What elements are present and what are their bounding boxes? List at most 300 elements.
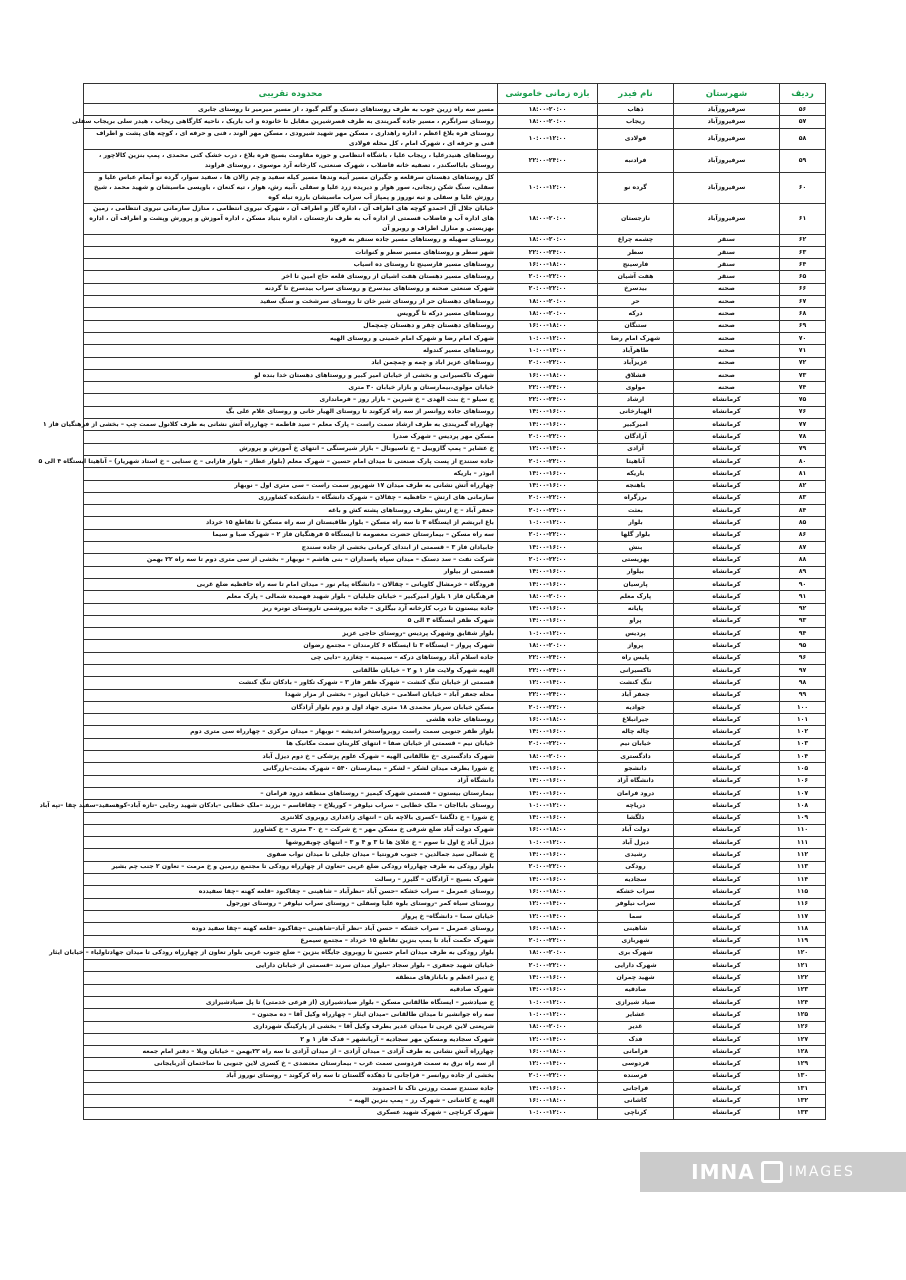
area-cell: روستاهای عزیز اباد و چمه و چمچمن اباد (84, 357, 498, 369)
city-cell: کرمانشاه (674, 492, 780, 504)
table-row (84, 149, 826, 172)
city-cell: کرمانشاه (674, 664, 780, 676)
row-number-cell: ۷۱ (780, 345, 826, 357)
city-cell: کرمانشاه (674, 837, 780, 849)
feeder-cell: شهربازی (598, 935, 674, 947)
row-number-cell: ۷۳ (780, 369, 826, 381)
row-number-cell: ۱۳۲ (780, 1095, 826, 1107)
time-window-cell: ۱۰:۰۰-۱۲:۰۰ (498, 128, 598, 149)
table-row (84, 283, 826, 295)
time-window-cell: ۱۴:۰۰-۱۶:۰۰ (498, 406, 598, 418)
feeder-cell: بنش (598, 542, 674, 554)
time-window-cell: ۱۰:۰۰-۱۲:۰۰ (498, 332, 598, 344)
table-row (84, 480, 826, 492)
time-window-cell: ۲۲:۰۰-۲۴:۰۰ (498, 382, 598, 394)
area-cell: روستاهای جاده هلشی (84, 714, 498, 726)
area-cell: شهر سطر و روستاهای مسیر سطر و کنوانات (84, 246, 498, 258)
row-number-cell: ۹۰ (780, 578, 826, 590)
table-row (84, 886, 826, 898)
city-cell: سرفیروزآباد (674, 203, 780, 234)
table-row (84, 382, 826, 394)
table-row (84, 104, 826, 116)
area-cell: فرودگاه – خرمشال کاویانی – چقالان – دانشگاه پیام نور – میدان امام تا سه راه حافظیه ضلع غربی (84, 578, 498, 590)
row-number-cell: ۱۲۲ (780, 972, 826, 984)
time-window-cell: ۱۸:۰۰-۲۰:۰۰ (498, 116, 598, 128)
feeder-cell: رودکی (598, 861, 674, 873)
feeder-cell: سجادیه (598, 874, 674, 886)
area-cell: محله جعفر آباد – خیابان اسلامی – خیابان ابوذر – بخشی از مزار شهدا (84, 689, 498, 701)
table-row (84, 738, 826, 750)
city-cell: کرمانشاه (674, 517, 780, 529)
feeder-cell: چاله چاله (598, 726, 674, 738)
row-number-cell: ۸۶ (780, 529, 826, 541)
area-cell: روستاهای دهستان چقر و دهستان چمچمال (84, 320, 498, 332)
city-cell: کرمانشاه (674, 947, 780, 959)
city-cell: صحنه (674, 320, 780, 332)
table-row (84, 259, 826, 271)
table-row (84, 566, 826, 578)
feeder-cell: پردیس (598, 628, 674, 640)
row-number-cell: ۱۲۸ (780, 1046, 826, 1058)
time-window-cell: ۲۰:۰۰-۲۲:۰۰ (498, 529, 598, 541)
row-number-cell: ۱۱۰ (780, 824, 826, 836)
header-row-number: ردیف (780, 84, 826, 104)
city-cell: کرمانشاه (674, 455, 780, 467)
area-cell: خ شورا – خ دلگشا –کسری بالاچه بان – انتهای زاغداری روبروی کلانتری (84, 812, 498, 824)
city-cell: کرمانشاه (674, 812, 780, 824)
table-row (84, 529, 826, 541)
time-window-cell: ۱۸:۰۰-۲۰:۰۰ (498, 947, 598, 959)
city-cell: صحنه (674, 332, 780, 344)
table-row (84, 726, 826, 738)
table-row (84, 984, 826, 996)
table-row (84, 910, 826, 922)
table-header-row (84, 84, 826, 104)
table-row (84, 271, 826, 283)
row-number-cell: ۱۲۰ (780, 947, 826, 959)
time-window-cell: ۱۰:۰۰-۱۲:۰۰ (498, 997, 598, 1009)
city-cell: کرمانشاه (674, 1083, 780, 1095)
table-row (84, 689, 826, 701)
area-cell: شهرک دادگستری –خ طالقانی الهیه – شهرک علوم پزشکی – خ دوم دیزل آباد (84, 751, 498, 763)
time-window-cell: ۱۸:۰۰-۲۰:۰۰ (498, 296, 598, 308)
area-cell: شهرک صادقیه (84, 984, 498, 996)
feeder-cell: طاهرآباد (598, 345, 674, 357)
table-row (84, 800, 826, 812)
row-number-cell: ۱۱۵ (780, 886, 826, 898)
feeder-cell: آناهیتا (598, 455, 674, 467)
time-window-cell: ۱۲:۰۰-۱۴:۰۰ (498, 443, 598, 455)
feeder-cell: مولوی (598, 382, 674, 394)
time-window-cell: ۱۰:۰۰-۱۲:۰۰ (498, 345, 598, 357)
table-row (84, 787, 826, 799)
time-window-cell: ۲۰:۰۰-۲۲:۰۰ (498, 431, 598, 443)
feeder-cell: شاهینی (598, 923, 674, 935)
row-number-cell: ۶۵ (780, 271, 826, 283)
row-number-cell: ۷۶ (780, 406, 826, 418)
table-row (84, 1058, 826, 1070)
city-cell: صحنه (674, 345, 780, 357)
area-cell: چهارراه آتش نشانی به طرف آزادی – میدان آزادی – از میدان آزادی تا سه راه ۲۲بهمن – خیابان ویلا – دفتر امام جمعه (84, 1046, 498, 1058)
feeder-cell: غدیر (598, 1021, 674, 1033)
table-row (84, 615, 826, 627)
row-number-cell: ۵۶ (780, 104, 826, 116)
city-cell: کرمانشاه (674, 443, 780, 455)
time-window-cell: ۱۴:۰۰-۱۶:۰۰ (498, 874, 598, 886)
city-cell: کرمانشاه (674, 566, 780, 578)
area-cell: جاده بیستون تا درب کارخانه آرد بیگلری – جاده بیروشمی تاروستای تونره ریز (84, 603, 498, 615)
feeder-cell: بیلوار (598, 566, 674, 578)
feeder-cell: صادقیه (598, 984, 674, 996)
area-cell: مسکن خیابان سرباز محمدی ۱۸ متری جهاد اول و دوم بلوار آزادگان (84, 701, 498, 713)
time-window-cell: ۱۸:۰۰-۲۰:۰۰ (498, 591, 598, 603)
row-number-cell: ۶۷ (780, 296, 826, 308)
feeder-cell: بیدسرخ (598, 283, 674, 295)
row-number-cell: ۶۶ (780, 283, 826, 295)
city-cell: سرفیروزآباد (674, 172, 780, 203)
row-number-cell: ۱۲۱ (780, 960, 826, 972)
row-number-cell: ۸۸ (780, 554, 826, 566)
table-row (84, 751, 826, 763)
city-cell: کرمانشاه (674, 923, 780, 935)
row-number-cell: ۱۰۵ (780, 763, 826, 775)
table-row (84, 849, 826, 861)
table-row (84, 172, 826, 203)
feeder-cell: باهنجه (598, 480, 674, 492)
time-window-cell: ۲۲:۰۰-۲۴:۰۰ (498, 149, 598, 172)
time-window-cell: ۱۰:۰۰-۱۲:۰۰ (498, 1009, 598, 1021)
feeder-cell: شهرک بری (598, 947, 674, 959)
time-window-cell: ۱۴:۰۰-۱۶:۰۰ (498, 615, 598, 627)
time-window-cell: ۱۴:۰۰-۱۶:۰۰ (498, 775, 598, 787)
feeder-cell: فولادی (598, 128, 674, 149)
area-cell: خیابان مولوی،بیمارستان و بازار خیابان ۳۰ متری (84, 382, 498, 394)
feeder-cell: پارک معلم (598, 591, 674, 603)
area-cell: سه راه مسکن – بیمارستان حضرت معصومه تا ایستگاه ۵ فرهنگیان فاز ۲ – شهرک صبا و سیما (84, 529, 498, 541)
table-row (84, 972, 826, 984)
time-window-cell: ۲۰:۰۰-۲۲:۰۰ (498, 861, 598, 873)
area-cell: روستاهای مسیر کندوله (84, 345, 498, 357)
row-number-cell: ۱۱۲ (780, 849, 826, 861)
row-number-cell: ۶۰ (780, 172, 826, 203)
area-cell: شهرک پرواز – ایستگاه ۳ تا ایستگاه ۶ کارمندان – مجتمع رضوان (84, 640, 498, 652)
area-cell: شهرک تاکسیرانی و بخشی از خیابان امیر کبیر و روستاهای دهستان خدا بنده لو (84, 369, 498, 381)
time-window-cell: ۱۲:۰۰-۱۴:۰۰ (498, 677, 598, 689)
time-window-cell: ۱۸:۰۰-۲۰:۰۰ (498, 308, 598, 320)
area-cell: روستاهای جاده روانسر از سه راه کرکوند تا روستای الهیار خانی و روستای غلام علی بگ (84, 406, 498, 418)
row-number-cell: ۱۲۳ (780, 984, 826, 996)
area-cell: بخشی از جاده روانسر – فراجانی تا دهکده گلستان تا سه راه کرکوند – روستای نوروز آباد (84, 1070, 498, 1082)
city-cell: کرمانشاه (674, 640, 780, 652)
time-window-cell: ۲۰:۰۰-۲۲:۰۰ (498, 738, 598, 750)
time-window-cell: ۱۶:۰۰-۱۸:۰۰ (498, 714, 598, 726)
area-cell: بلوار رودکی به طرف میدان امام حسین تا روبروی جایگاه بنزین – ضلع جنوب غربی بلوار تعاون از چهارراه رودکی تا میدان جهادتاولیاء – خیابان ایثار (84, 947, 498, 959)
city-cell: کرمانشاه (674, 652, 780, 664)
table-row (84, 116, 826, 128)
city-cell: کرمانشاه (674, 554, 780, 566)
area-cell: جاده سنندج از پست پارک صنعتی تا میدان امام حسین – شهرک معلم (بلوار عطار – بلوار فارابی – خ سنایی – خ استاد شهریار) – آناهیتا ایستگاه ۴ الی ۵ (84, 455, 498, 467)
time-window-cell: ۱۲:۰۰-۱۴:۰۰ (498, 910, 598, 922)
table-row (84, 1070, 826, 1082)
table-row (84, 664, 826, 676)
feeder-cell: جوادیه (598, 701, 674, 713)
area-cell: سازمانی های ارتش – حافظیه – چقالان – شهرک دانشگاه – دانشکده کشاورزی (84, 492, 498, 504)
city-cell: کرمانشاه (674, 714, 780, 726)
feeder-cell: امیرکبیر (598, 419, 674, 431)
row-number-cell: ۱۱۱ (780, 837, 826, 849)
city-cell: صحنه (674, 296, 780, 308)
city-cell: کرمانشاه (674, 542, 780, 554)
time-window-cell: ۱۶:۰۰-۱۸:۰۰ (498, 1095, 598, 1107)
time-window-cell: ۱۴:۰۰-۱۶:۰۰ (498, 566, 598, 578)
city-cell: کرمانشاه (674, 824, 780, 836)
row-number-cell: ۱۰۱ (780, 714, 826, 726)
feeder-cell: آزادگان (598, 431, 674, 443)
feeder-cell: سراب خشکه (598, 886, 674, 898)
row-number-cell: ۱۲۹ (780, 1058, 826, 1070)
table-row (84, 775, 826, 787)
city-cell: کرمانشاه (674, 591, 780, 603)
time-window-cell: ۱۴:۰۰-۱۶:۰۰ (498, 787, 598, 799)
area-cell: فرهنگیان فاز ۱ بلوار امیرکبیر – خیابان جلیلیان – بلوار شهید فهمیده شمالی – پارک معلم (84, 591, 498, 603)
area-cell: دانشگاه آزاد (84, 775, 498, 787)
area-cell: بلوار رودکی به طرف چهارراه رودکی ضلع غربی –تعاون از چهارراه رودکی تا مجتمع رزمین و خ مرمت – تعاون ۲ جنب چم بشیر (84, 861, 498, 873)
table-row (84, 246, 826, 258)
area-cell: شهرک حکمت آباد تا پمپ بنزین تقاطع ۱۵ خرداد – مجتمع سیمرغ (84, 935, 498, 947)
table-row (84, 1021, 826, 1033)
city-cell: کرمانشاه (674, 1095, 780, 1107)
feeder-cell: دانشگاه آزاد (598, 775, 674, 787)
row-number-cell: ۹۷ (780, 664, 826, 676)
time-window-cell: ۱۰:۰۰-۱۲:۰۰ (498, 837, 598, 849)
time-window-cell: ۲۰:۰۰-۲۲:۰۰ (498, 701, 598, 713)
table-row (84, 505, 826, 517)
feeder-cell: فردوسی (598, 1058, 674, 1070)
time-window-cell: ۲۰:۰۰-۲۲:۰۰ (498, 357, 598, 369)
city-cell: کرمانشاه (674, 910, 780, 922)
area-cell: چهارراه آتش نشانی به طرف میدان ۱۷ شهریور سمت راست – سی متری اول – نوبهار (84, 480, 498, 492)
row-number-cell: ۱۰۶ (780, 775, 826, 787)
table-row (84, 203, 826, 234)
city-cell: کرمانشاه (674, 763, 780, 775)
time-window-cell: ۲۲:۰۰-۲۴:۰۰ (498, 394, 598, 406)
row-number-cell: ۸۹ (780, 566, 826, 578)
table-row (84, 517, 826, 529)
row-number-cell: ۶۳ (780, 246, 826, 258)
time-window-cell: ۱۴:۰۰-۱۶:۰۰ (498, 542, 598, 554)
row-number-cell: ۶۱ (780, 203, 826, 234)
area-cell: روستای سیاه کمر –روستای بلوه علیا وسفلی – روستای سراب نیلوفر – روستای تورجول (84, 898, 498, 910)
feeder-cell: بعثت (598, 505, 674, 517)
feeder-cell: نازجستان (598, 203, 674, 234)
time-window-cell: ۱۸:۰۰-۲۰:۰۰ (498, 104, 598, 116)
city-cell: کرمانشاه (674, 1058, 780, 1070)
time-window-cell: ۱۴:۰۰-۱۶:۰۰ (498, 578, 598, 590)
city-cell: کرمانشاه (674, 1107, 780, 1119)
area-cell: خ شورا بطرف میدان لشکر – لشکر – بیمارستان ۵۴۰ – شهرک بعثت–بازرگانی (84, 763, 498, 775)
feeder-cell: دولت آباد (598, 824, 674, 836)
time-window-cell: ۱۴:۰۰-۱۶:۰۰ (498, 972, 598, 984)
feeder-cell: تنگ کنشت (598, 677, 674, 689)
row-number-cell: ۱۰۲ (780, 726, 826, 738)
area-cell: الهیه شهرک ولایت فاز ۱ و ۲ – خیابان طالقانی (84, 664, 498, 676)
city-cell: کرمانشاه (674, 960, 780, 972)
feeder-cell: تاکسیرانی (598, 664, 674, 676)
time-window-cell: ۱۴:۰۰-۱۶:۰۰ (498, 603, 598, 615)
row-number-cell: ۵۹ (780, 149, 826, 172)
city-cell: کرمانشاه (674, 505, 780, 517)
row-number-cell: ۹۳ (780, 615, 826, 627)
row-number-cell: ۱۳۳ (780, 1107, 826, 1119)
city-cell: کرمانشاه (674, 628, 780, 640)
table-row (84, 332, 826, 344)
area-cell: روستاهای دهستان حر از روستای شیر خان تا روستای سرشخت و سنگ سفید (84, 296, 498, 308)
time-window-cell: ۱۶:۰۰-۱۸:۰۰ (498, 886, 598, 898)
row-number-cell: ۶۹ (780, 320, 826, 332)
feeder-cell: فرامانی (598, 1046, 674, 1058)
feeder-cell: دادگستری (598, 751, 674, 763)
city-cell: کرمانشاه (674, 419, 780, 431)
feeder-cell: ارشاد (598, 394, 674, 406)
feeder-cell: ذهاب (598, 104, 674, 116)
city-cell: سنقر (674, 259, 780, 271)
city-cell: کرمانشاه (674, 751, 780, 763)
feeder-cell: پرواز (598, 640, 674, 652)
table-row (84, 837, 826, 849)
area-cell: شهرک دولت آباد ضلع شرقی خ مسکن مهر – خ شرکت – خ ۳۰ متری – خ کشاورز (84, 824, 498, 836)
row-number-cell: ۹۴ (780, 628, 826, 640)
header-city: شهرستان (674, 84, 780, 104)
table-row (84, 898, 826, 910)
feeder-cell: دیزل آباد (598, 837, 674, 849)
table-row (84, 603, 826, 615)
city-cell: کرمانشاه (674, 615, 780, 627)
area-cell: روستاهای مسیر دهستان هفت اشیان از روستای قلعه حاج امین تا اخر (84, 271, 498, 283)
area-cell: شهرک کرناچی – شهرک شهید عسکری (84, 1107, 498, 1119)
city-cell: کرمانشاه (674, 886, 780, 898)
row-number-cell: ۱۱۶ (780, 898, 826, 910)
city-cell: کرمانشاه (674, 394, 780, 406)
watermark-logo: IMNA (691, 1160, 755, 1184)
table-row (84, 874, 826, 886)
row-number-cell: ۱۳۰ (780, 1070, 826, 1082)
area-cell: جاده سنندج سمت روزنی تاک تا احمدوند (84, 1083, 498, 1095)
feeder-cell: بلوار گلها (598, 529, 674, 541)
row-number-cell: ۸۳ (780, 492, 826, 504)
feeder-cell: پارسیان (598, 578, 674, 590)
table-row (84, 1046, 826, 1058)
feeder-cell: سطر (598, 246, 674, 258)
time-window-cell: ۲۰:۰۰-۲۲:۰۰ (498, 271, 598, 283)
table-row (84, 542, 826, 554)
area-cell: ابوذر – باریکه (84, 468, 498, 480)
time-window-cell: ۱۸:۰۰-۲۰:۰۰ (498, 640, 598, 652)
time-window-cell: ۱۶:۰۰-۱۸:۰۰ (498, 259, 598, 271)
row-number-cell: ۱۲۵ (780, 1009, 826, 1021)
time-window-cell: ۱۰:۰۰-۱۲:۰۰ (498, 172, 598, 203)
feeder-cell: جیرانبلاغ (598, 714, 674, 726)
table-row (84, 234, 826, 246)
row-number-cell: ۱۰۴ (780, 751, 826, 763)
table-row (84, 947, 826, 959)
watermark-sub: IMAGES (788, 1164, 855, 1180)
city-cell: کرمانشاه (674, 1021, 780, 1033)
row-number-cell: ۱۰۸ (780, 800, 826, 812)
feeder-cell: کرناچی (598, 1107, 674, 1119)
feeder-cell: حر (598, 296, 674, 308)
row-number-cell: ۸۷ (780, 542, 826, 554)
city-cell: کرمانشاه (674, 775, 780, 787)
feeder-cell: سراب نیلوفر (598, 898, 674, 910)
city-cell: کرمانشاه (674, 480, 780, 492)
area-cell: شهرک سجادیه ومسکن مهر سجادیه – آرپانشهر – فدک فاز ۱ و ۲ (84, 1033, 498, 1045)
table-row (84, 652, 826, 664)
time-window-cell: ۱۲:۰۰-۱۴:۰۰ (498, 1058, 598, 1070)
feeder-cell: پراو (598, 615, 674, 627)
row-number-cell: ۱۱۷ (780, 910, 826, 922)
row-number-cell: ۶۸ (780, 308, 826, 320)
area-cell: خیابان سما – دانشگاه– خ پرواز (84, 910, 498, 922)
feeder-cell: رشیدی (598, 849, 674, 861)
time-window-cell: ۲۰:۰۰-۲۲:۰۰ (498, 554, 598, 566)
table-row (84, 443, 826, 455)
time-window-cell: ۱۸:۰۰-۲۰:۰۰ (498, 1021, 598, 1033)
city-cell: کرمانشاه (674, 997, 780, 1009)
area-cell: بلوار ظفر جنوبی سمت راست روبرواستخر اندیشه – نوبهار – میدان مرکزی – چهارراه سی متری دوم (84, 726, 498, 738)
feeder-cell: عشایر (598, 1009, 674, 1021)
row-number-cell: ۱۱۸ (780, 923, 826, 935)
city-cell: کرمانشاه (674, 406, 780, 418)
area-cell: روستای عمرمل – سراب خشکه –حسن آباد –نظرآباد – شاهینی – چقاکبود –قلعه کهنه –چقا سفیدده (84, 886, 498, 898)
area-cell: روستای سهیله و روستاهای مسیر جاده سنقر به فروه (84, 234, 498, 246)
area-cell: خیابان جلال آل احمدو کوچه های اطراف آن ، اداره گاز و اطراف آن ، شهرک نیروی انتظامی ، منازل سازمانی نیروی انتظامی ، زمین های اداره آب و فاضلاب قسمتی از اداره آب به طرف نازجستان ، اداره بنیاد مسکن ، اداره آموزش و پرورش وپشت و اطراف آن ، اداره بهزیستی و منازل اطراف و روبرو آن (84, 203, 498, 234)
city-cell: کرمانشاه (674, 603, 780, 615)
table-row (84, 1083, 826, 1095)
area-cell: خ دبیر اعظم و بابانازهای منطقه (84, 972, 498, 984)
area-cell: قسمتی از بیلوار (84, 566, 498, 578)
time-window-cell: ۱۲:۰۰-۱۴:۰۰ (498, 1033, 598, 1045)
area-cell: روستاهای هنیدرعلیا ، ریجاب علیا ، باشگاه انتظامی و حوزه مقاومت بسیج فره بلاغ ، درب خشک کنی محمدی ، پمپ بنزین کالاچور ، روستای بابااسکندر ، تصفیه خانه فاضلاب ، شهرک صنعتی، کارخانه آرد موسوی ، روستای فراوند (84, 149, 498, 172)
table-row (84, 861, 826, 873)
area-cell: از سه راه برق به سمت فردوسی سمت غرب – بیمارستان معتضدی – خ کسری لاین جنوبی تا ساختمان آذربایجانی (84, 1058, 498, 1070)
row-number-cell: ۷۹ (780, 443, 826, 455)
city-cell: سنقر (674, 234, 780, 246)
table-body (38, 104, 826, 1120)
area-cell: مسیر سه راه زرین جوب به طرف روستاهای دستک و گلم گبود ، از مسیر میرمیر تا روستای جابری (84, 104, 498, 116)
table-row (84, 492, 826, 504)
header-feeder: نام فیدر (598, 84, 674, 104)
city-cell: کرمانشاه (674, 529, 780, 541)
area-cell: روستای عمرمل – سراب خشکه – حسن آباد –نظر آباد–شاهینی –چقاکبود –قلعه کهنه –چقا سفید دوده (84, 923, 498, 935)
row-number-cell: ۶۴ (780, 259, 826, 271)
feeder-cell: فرسنده (598, 1070, 674, 1082)
table-row (84, 369, 826, 381)
feeder-cell: آزادی (598, 443, 674, 455)
row-number-cell: ۸۴ (780, 505, 826, 517)
city-cell: کرمانشاه (674, 898, 780, 910)
table-row (84, 677, 826, 689)
area-cell: روستاهای مسیر فارسینج تا روستای ده اسیاب (84, 259, 498, 271)
row-number-cell: ۱۰۰ (780, 701, 826, 713)
time-window-cell: ۲۰:۰۰-۲۲:۰۰ (498, 492, 598, 504)
area-cell: جابیادان فاز ۳ – قسمتی از ابتدای کرمانی بخشی از جاده سنندج (84, 542, 498, 554)
table-row (84, 1107, 826, 1119)
feeder-cell: دانشجو (598, 763, 674, 775)
row-number-cell: ۸۲ (780, 480, 826, 492)
feeder-cell: هفت آشیان (598, 271, 674, 283)
area-cell: جاده اسلام آباد روستاهای درکه – سیمینه – چغازرد –دایی چی (84, 652, 498, 664)
feeder-cell: شهید چمران (598, 972, 674, 984)
